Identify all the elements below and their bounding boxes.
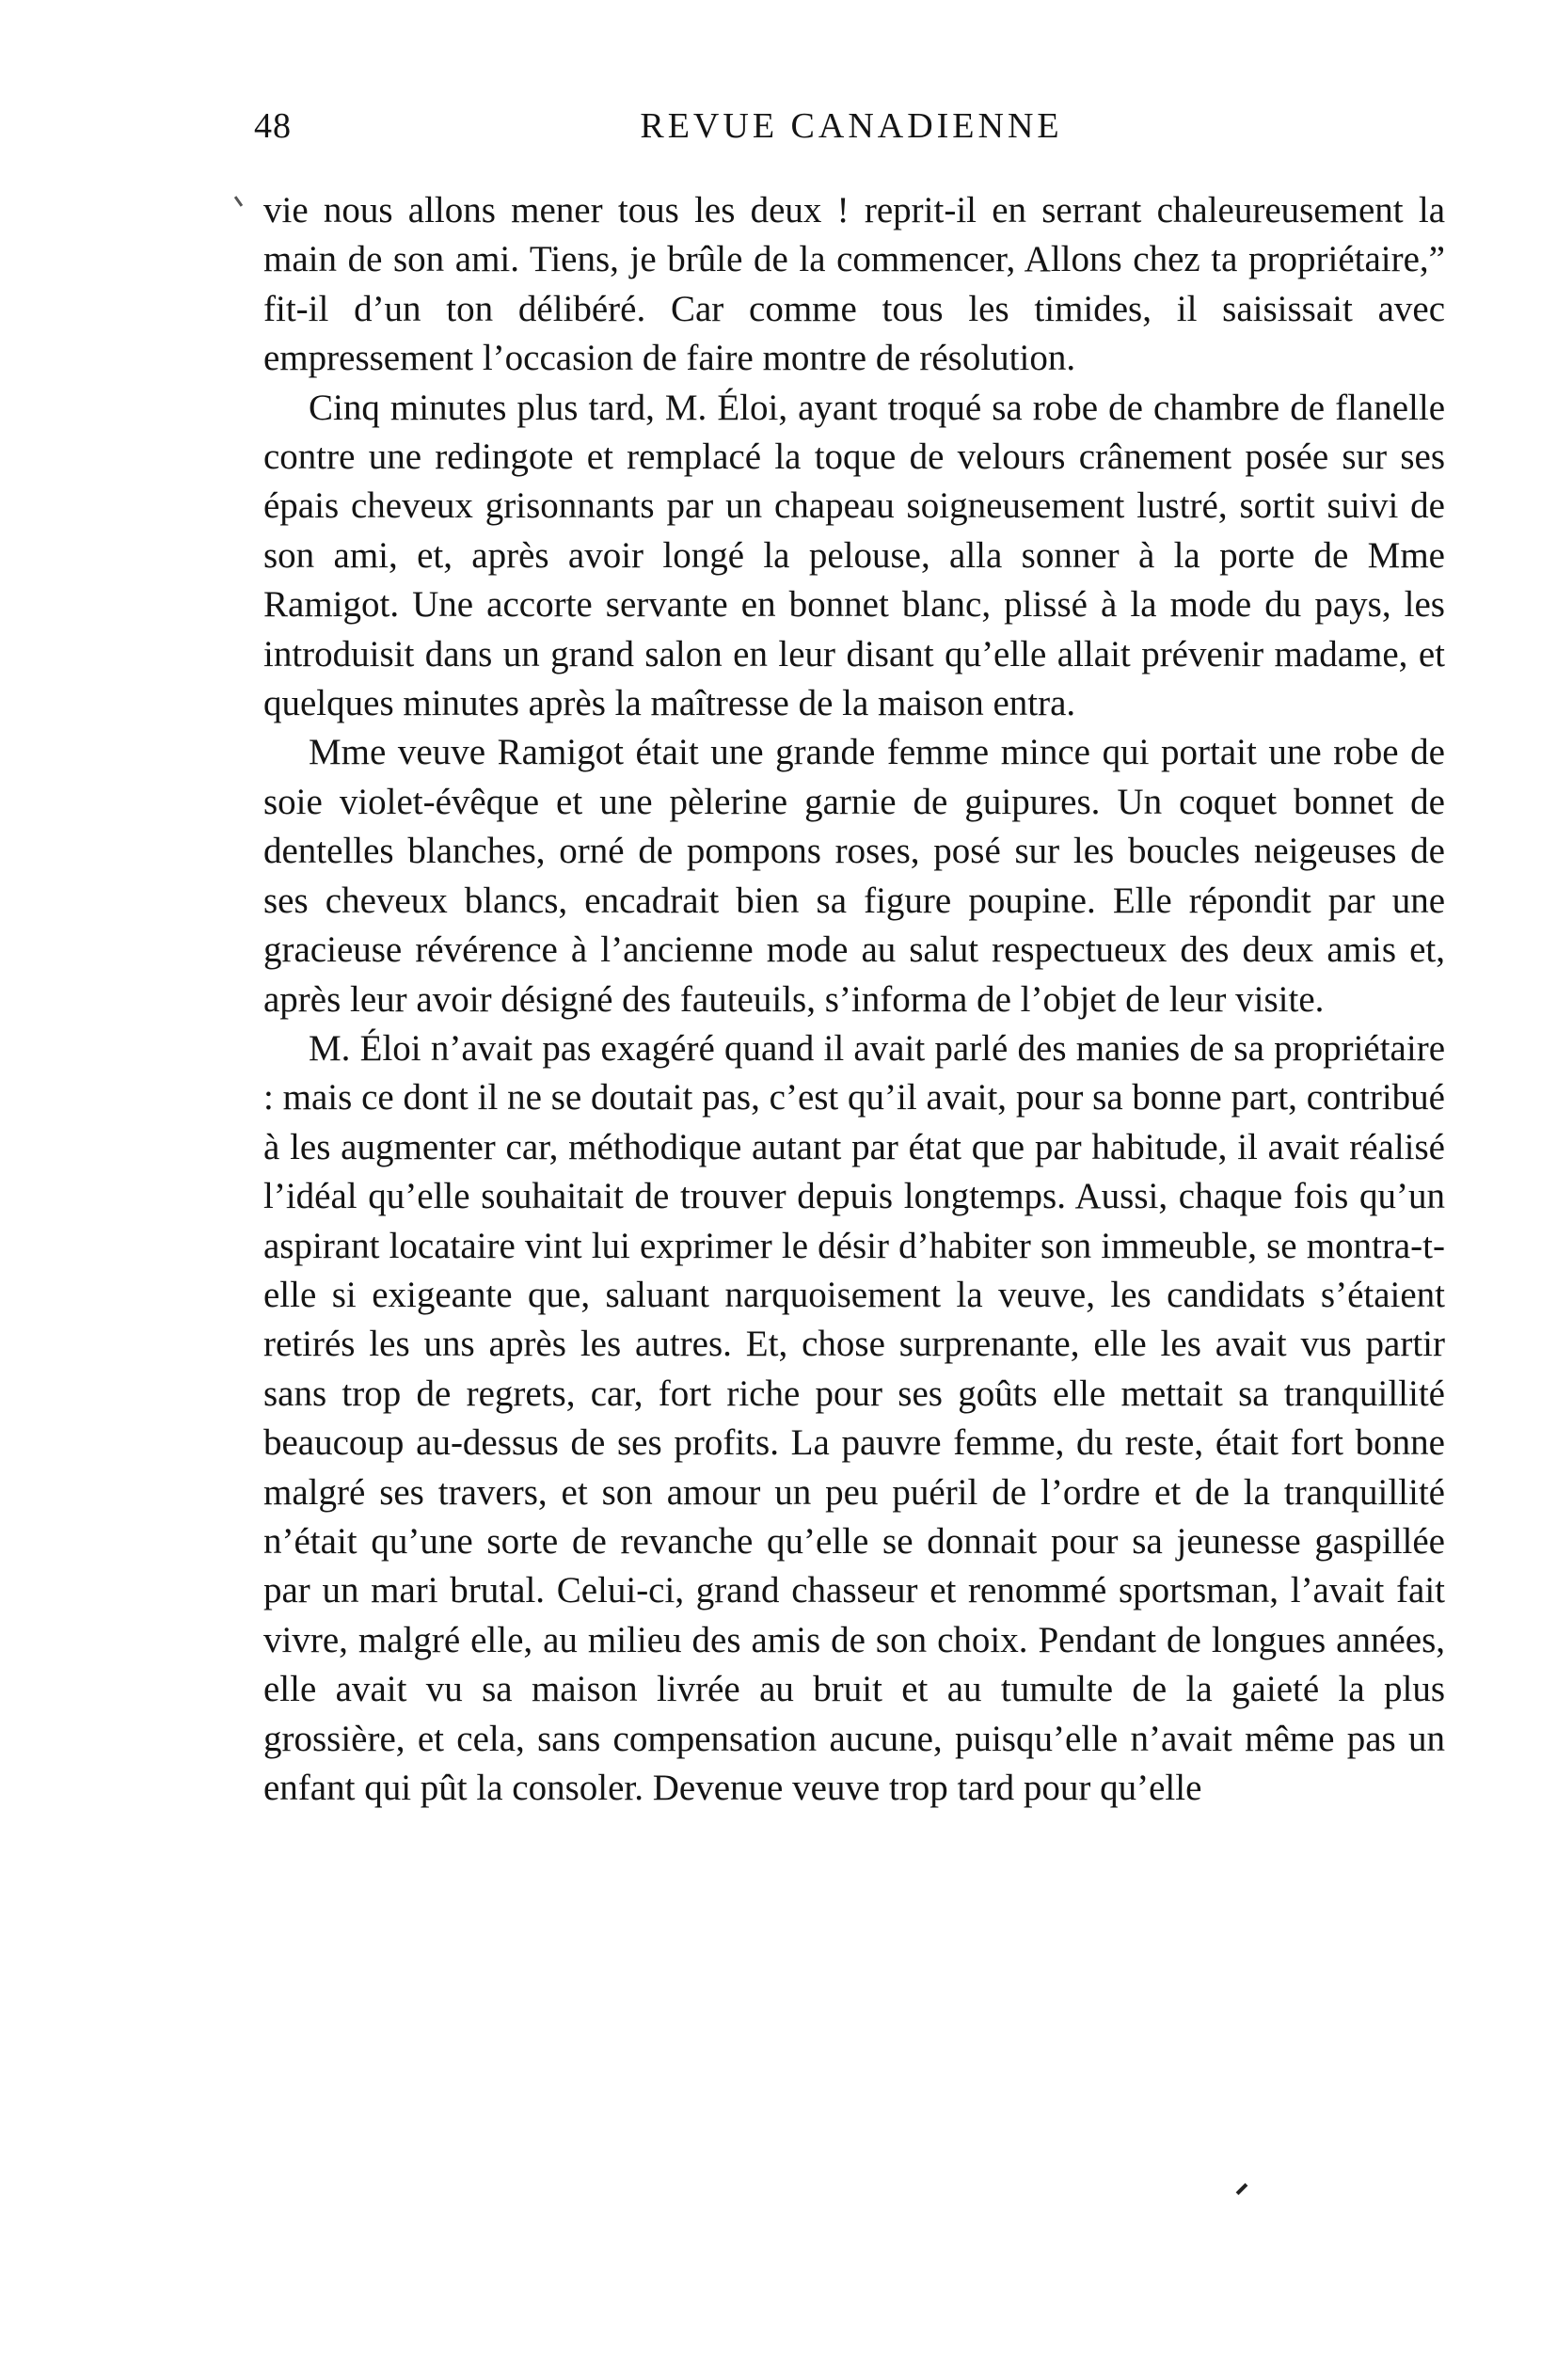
paragraph: Cinq minutes plus tard, M. Éloi, ayant troqué sa robe de chambre de flanelle contre une redingote et remplacé la toque de velours crânement posée sur ses épais cheveux grisonnants par un chapeau soigneusement lustré, sortit suivi de son ami, et, après avoir longé la pelouse, alla sonner à la porte de Mme Ramigot. Une accorte servante en bonnet blanc, plissé à la mode du pays, les introduisit dans un grand salon en leur disant qu’elle allait prévenir madame, et quelques minutes après la maîtresse de la maison entra. [263,387,1445,724]
paragraph: M. Éloi n’avait pas exagéré quand il avait parlé des manies de sa propriétaire : mais ce dont il ne se doutait pas, c’est qu’il avait, pour sa bonne part, contribué à les augmenter car, méthodique autant par état que par habitude, il avait réalisé l’idéal qu’elle souhaitait de trouver depuis longtemps. Aussi, chaque fois qu’un aspirant locataire vint lui exprimer le désir d’habiter son immeuble, se montra-t-elle si exigeante que, saluant narquoisement la veuve, les candidats s’étaient retirés les uns après les autres. Et, chose surprenante, elle les avait vus partir sans trop de regrets, car, fort riche pour ses goûts elle mettait sa tranquillité beaucoup au-dessus de ses profits. La pauvre femme, du reste, était fort bonne malgré ses travers, et son amour un peu puéril de l’ordre et de la tranquillité n’était qu’une sorte de revanche qu’elle se donnait pour sa jeunesse gaspillée par un mari brutal. Celui-ci, grand chasseur et renommé sportsman, l’avait fait vivre, malgré elle, au milieu des amis de son choix. Pendant de longues années, elle avait vu sa maison livrée au bruit et au tumulte de la gaieté la plus grossière, et cela, sans compensation aucune, puisqu’elle n’avait même pas un enfant qui pût la consoler. Devenue veuve trop tard pour qu’elle [263,1027,1445,1808]
body-text [263,186,1445,1813]
stray-mark [1236,2183,1248,2196]
paragraph-continued: vie nous allons mener tous les deux ! reprit-il en serrant chaleureusement la main de son ami. Tiens, je brûle de la commencer, Allons chez ta propriétaire,” fit-il d’un ton délibéré. Car comme tous les timides, il saisissait avec empressement l’occasion de faire montre de résolution. [263,190,1445,379]
margin-tick-mark [234,196,243,207]
running-title: REVUE CANADIENNE [640,106,1063,146]
page-header [254,105,1449,162]
page-number: 48 [254,106,292,146]
paragraph: Mme veuve Ramigot était une grande femme mince qui portait une robe de soie violet-évêque et une pèlerine garnie de guipures. Un coquet bonnet de dentelles blanches, orné de pompons roses, posé sur les boucles neigeuses de ses cheveux blancs, encadrait bien sa figure poupine. Elle répondit par une gracieuse révérence à l’ancienne mode au salut respectueux des deux amis et, après leur avoir désigné des fauteuils, s’informa de l’objet de leur visite. [263,732,1445,1020]
